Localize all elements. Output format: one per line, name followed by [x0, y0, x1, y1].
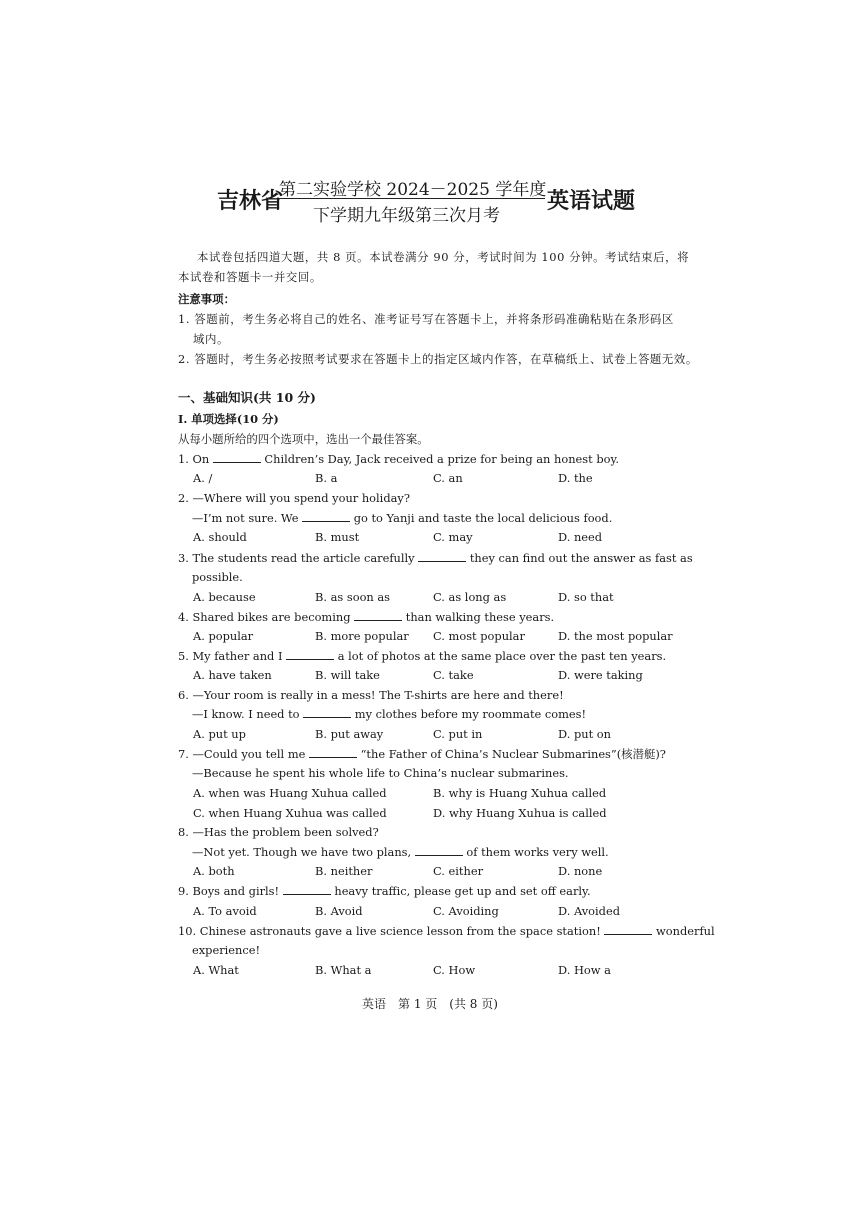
question-1-option: D. the [558, 471, 593, 485]
question-3-option: C. as long as [433, 590, 507, 604]
title-school-year: 第二实验学校 2024－2025 学年度 [279, 180, 547, 200]
question-4-line-1 [178, 610, 554, 624]
question-text: experience! [192, 943, 261, 957]
answer-blank [302, 511, 350, 522]
question-6-line-1 [178, 688, 564, 702]
answer-blank [415, 845, 463, 856]
answer-blank [309, 747, 357, 758]
question-text: 2. —Where will you spend your holiday? [178, 491, 410, 505]
question-7-option: C. when Huang Xuhua was called [193, 806, 387, 820]
question-8-option: D. none [558, 864, 603, 878]
question-5-option: C. take [433, 668, 474, 682]
question-1-line-1 [178, 452, 619, 466]
question-text: wonderful [652, 924, 715, 938]
question-9-option: B. Avoid [315, 904, 363, 918]
question-text: possible. [192, 570, 243, 584]
question-4-option: C. most popular [433, 629, 525, 643]
question-1-option: B. a [315, 471, 338, 485]
question-text: 10. Chinese astronauts gave a live science lesson from the space station! [178, 924, 605, 938]
question-text: 3. The students read the article carefully [178, 551, 419, 565]
question-5-option: B. will take [315, 668, 380, 682]
question-1-option: A. / [193, 471, 213, 485]
question-text: 8. —Has the problem been solved? [178, 825, 379, 839]
question-text: of them works very well. [462, 845, 609, 859]
question-text: they can find out the answer as fast as [466, 551, 693, 565]
title-province: 吉林省 [217, 188, 284, 214]
question-7-line-1 [178, 747, 666, 761]
question-9-option: D. Avoided [558, 904, 620, 918]
question-text: 6. —Your room is really in a mess! The T-shirts are here and there! [178, 688, 564, 702]
question-7-line-2 [192, 766, 569, 780]
question-8-option: C. either [433, 864, 484, 878]
question-9-option: C. Avoiding [433, 904, 499, 918]
answer-blank [418, 551, 466, 562]
question-text: 9. Boys and girls! [178, 884, 283, 898]
question-2-option: D. need [558, 530, 603, 544]
question-text: —Not yet. Though we have two plans, [192, 845, 415, 859]
question-2-option: C. may [433, 530, 473, 544]
note-1a: 1. 答题前，考生务必将自己的姓名、准考证号写在答题卡上，并将条形码准确粘贴在条形码区 [178, 312, 674, 326]
question-3-option: A. because [193, 590, 256, 604]
answer-blank [354, 610, 402, 621]
question-10-option: D. How a [558, 963, 611, 977]
intro-line-2: 本试卷和答题卡一并交回。 [178, 270, 322, 284]
title-term: 下学期九年级第三次月考 [313, 206, 500, 226]
section-heading: 一、基础知识(共 10 分) [178, 390, 316, 405]
question-2-line-1 [178, 491, 410, 505]
question-5-option: D. were taking [558, 668, 643, 682]
question-4-option: D. the most popular [558, 629, 673, 643]
answer-blank [283, 884, 331, 895]
question-9-option: A. To avoid [193, 904, 257, 918]
question-6-line-2 [192, 707, 586, 721]
question-10-option: C. How [433, 963, 476, 977]
exam-title [217, 173, 657, 229]
question-text: —I know. I need to [192, 707, 304, 721]
question-7-option: B. why is Huang Xuhua called [433, 786, 607, 800]
question-10-line-1 [178, 924, 715, 938]
question-3-line-2 [192, 570, 243, 584]
question-text: —I’m not sure. We [192, 511, 303, 525]
question-text: heavy traffic, please get up and set off early. [330, 884, 591, 898]
question-3-line-1 [178, 551, 693, 565]
question-9-line-1 [178, 884, 591, 898]
question-6-option: B. put away [315, 727, 384, 741]
intro-line-1: 本试卷包括四道大题，共 8 页。本试卷满分 90 分，考试时间为 100 分钟。考试结束后，将 [197, 250, 690, 264]
question-3-option: D. so that [558, 590, 614, 604]
question-10-option: A. What [193, 963, 239, 977]
question-text: 4. Shared bikes are becoming [178, 610, 355, 624]
question-4-option: A. popular [193, 629, 254, 643]
title-subject: 英语试题 [547, 188, 636, 214]
section-instruction: 从每小题所给的四个选项中，选出一个最佳答案。 [178, 432, 429, 446]
question-5-option: A. have taken [193, 668, 272, 682]
question-2-option: A. should [193, 530, 247, 544]
question-text: go to Yanji and taste the local delicious food. [350, 511, 613, 525]
notes-heading: 注意事项： [178, 292, 235, 306]
question-10-line-2 [192, 943, 260, 957]
question-text: than walking these years. [402, 610, 555, 624]
note-1b: 域内。 [193, 332, 229, 346]
answer-blank [604, 924, 652, 935]
question-3-option: B. as soon as [315, 590, 391, 604]
question-text: —Because he spent his whole life to China’s nuclear submarines. [192, 766, 569, 780]
question-8-option: A. both [193, 864, 235, 878]
page-footer: 英语 第 1 页 (共 8 页) [362, 997, 498, 1011]
question-4-option: B. more popular [315, 629, 409, 643]
note-2: 2. 答题时，考生务必按照考试要求在答题卡上的指定区域内作答，在草稿纸上、试卷上答题无效。 [178, 352, 698, 366]
question-8-line-2 [192, 845, 609, 859]
question-6-option: A. put up [193, 727, 246, 741]
question-text: Children’s Day, Jack received a prize for being an honest boy. [260, 452, 620, 466]
question-6-option: C. put in [433, 727, 483, 741]
question-8-option: B. neither [315, 864, 373, 878]
question-1-option: C. an [433, 471, 463, 485]
question-7-option: D. why Huang Xuhua is called [433, 806, 607, 820]
question-text: a lot of photos at the same place over the past ten years. [334, 649, 667, 663]
answer-blank [213, 452, 261, 463]
question-text: my clothes before my roommate comes! [351, 707, 587, 721]
answer-blank [303, 707, 351, 718]
title-divider [279, 198, 545, 199]
question-text: 1. On [178, 452, 213, 466]
question-text: 5. My father and I [178, 649, 287, 663]
question-5-line-1 [178, 649, 666, 663]
question-6-option: D. put on [558, 727, 611, 741]
question-2-line-2 [192, 511, 612, 525]
subsection-heading: Ⅰ. 单项选择(10 分) [178, 412, 279, 426]
question-10-option: B. What a [315, 963, 372, 977]
answer-blank [286, 649, 334, 660]
question-8-line-1 [178, 825, 379, 839]
question-7-option: A. when was Huang Xuhua called [193, 786, 387, 800]
question-2-option: B. must [315, 530, 360, 544]
question-text: “the Father of China’s Nuclear Submarines”(核潜艇)? [356, 747, 666, 761]
question-text: 7. —Could you tell me [178, 747, 309, 761]
